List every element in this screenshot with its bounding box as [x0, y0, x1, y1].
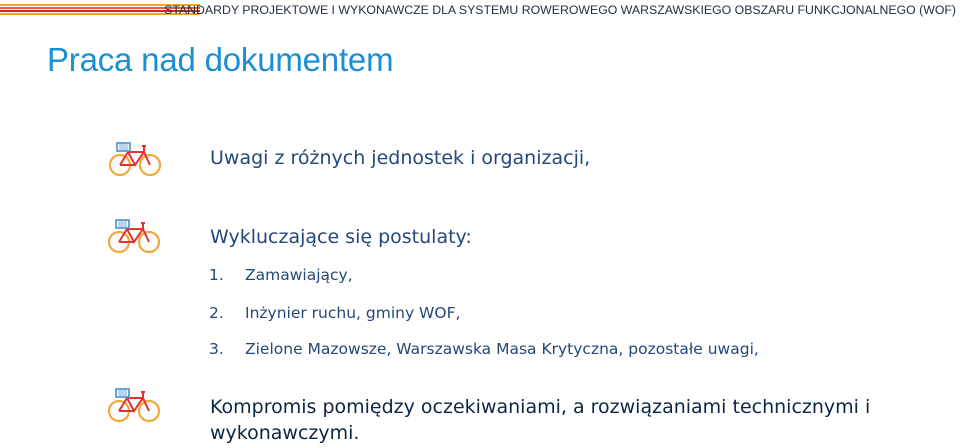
- bullet-text-compromise: Kompromis pomiędzy oczekiwaniami, a rozwiązaniami technicznymi i wykonawczymi.: [210, 396, 871, 444]
- item-number: 1.: [209, 266, 224, 284]
- bicycle-icon: [107, 218, 161, 254]
- item-text: Inżynier ruchu, gminy WOF,: [245, 304, 461, 322]
- item-number: 3.: [209, 340, 224, 358]
- numbered-item: [209, 266, 353, 284]
- numbered-item: [209, 340, 759, 358]
- bullet-text-postulates: Wykluczające się postulaty:: [210, 226, 472, 248]
- item-number: 2.: [209, 304, 224, 322]
- header-title: STANDARDY PROJEKTOWE I WYKONAWCZE DLA SYSTEMU ROWEROWEGO WARSZAWSKIEGO OBSZARU FUNKCJONALNEGO (WOF): [164, 3, 956, 17]
- page-title: Praca nad dokumentem: [47, 41, 394, 78]
- bicycle-icon: [107, 387, 161, 423]
- bicycle-icon: [108, 141, 162, 177]
- item-text: Zielone Mazowsze, Warszawska Masa Krytyczna, pozostałe uwagi,: [245, 340, 759, 358]
- item-text: Zamawiający,: [245, 266, 353, 284]
- numbered-item: [209, 304, 460, 322]
- bullet-text-remarks: Uwagi z różnych jednostek i organizacji,: [210, 147, 591, 169]
